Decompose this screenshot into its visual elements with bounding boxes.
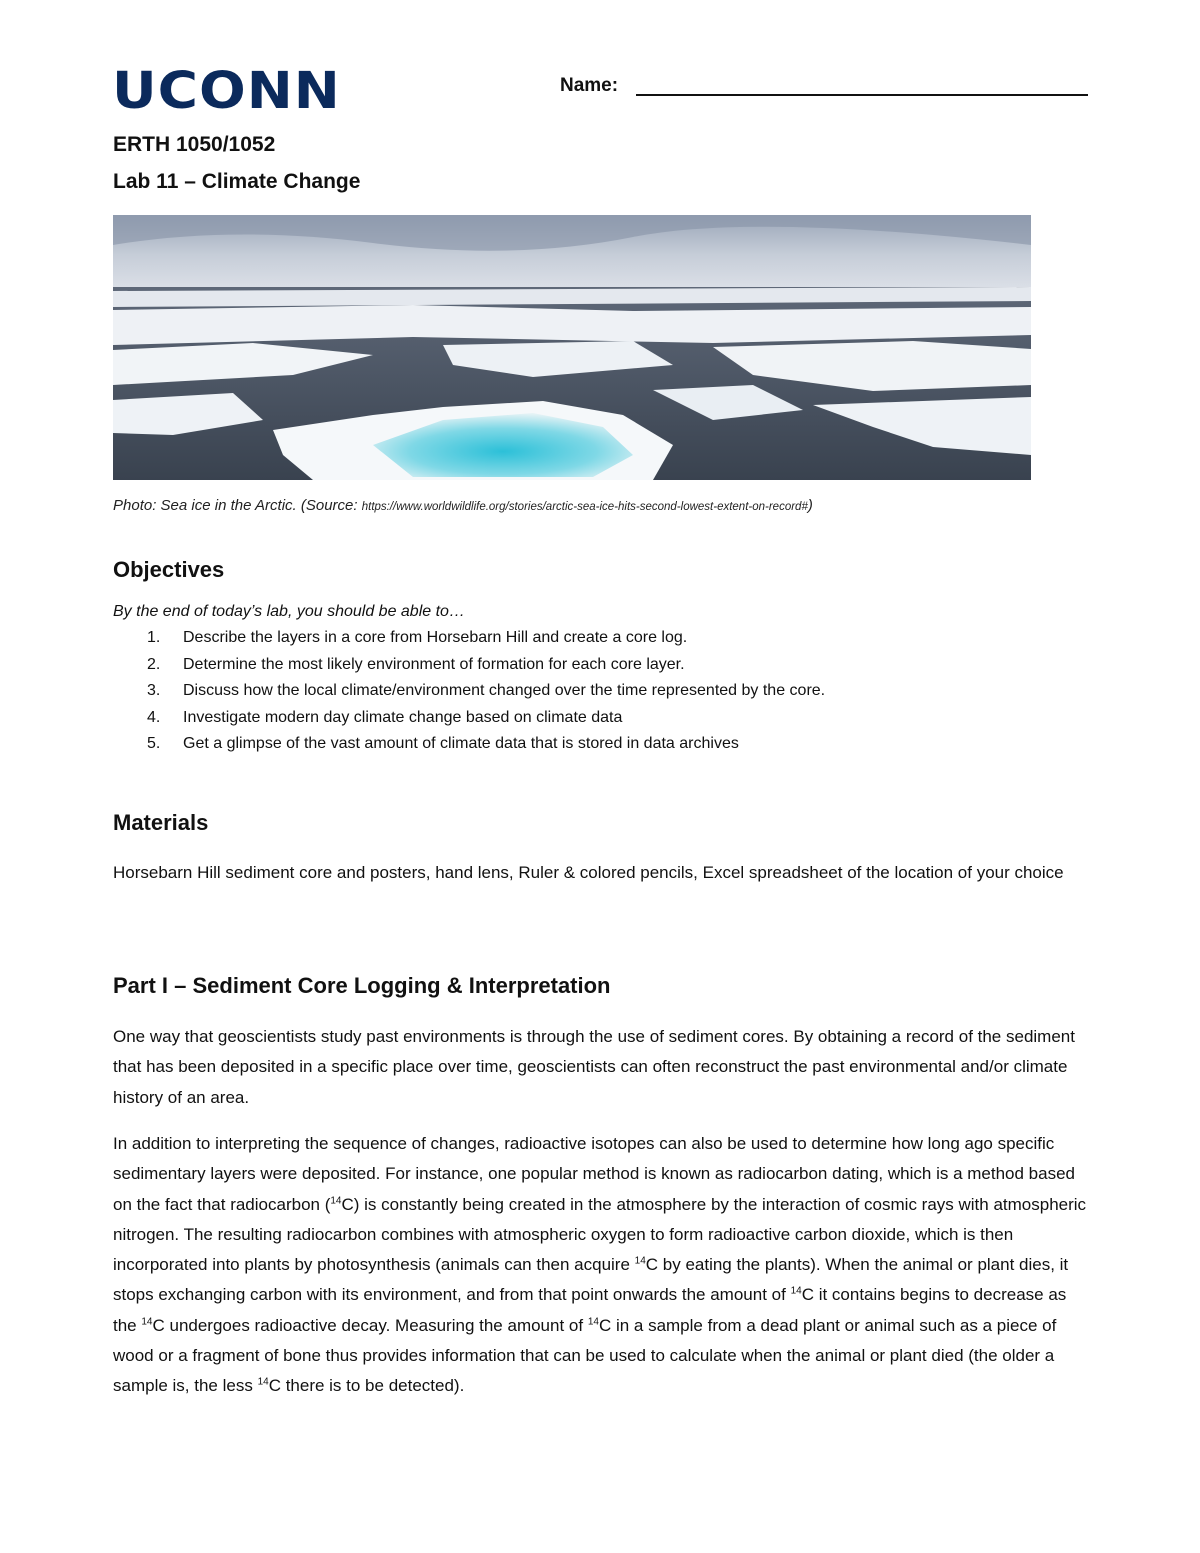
list-item-number: 4. <box>147 708 161 726</box>
photo-caption <box>113 497 813 514</box>
objectives-heading: Objectives <box>113 557 225 582</box>
uconn-logo: UCONN <box>112 60 341 120</box>
caption-source-link[interactable]: https://www.worldwildlife.org/stories/arctic-sea-ice-hits-second-lowest-extent-on-record# <box>361 501 808 513</box>
caption-prefix: Photo: Sea ice in the Arctic. (Source: <box>113 497 362 514</box>
materials-text: Horsebarn Hill sediment core and posters, hand lens, Ruler & colored pencils, Excel spreadsheet of the location of your choice <box>113 863 1064 882</box>
para-text: C undergoes radioactive decay. Measuring the amount of <box>152 1315 588 1335</box>
list-item <box>113 705 825 732</box>
isotope-superscript: 14 <box>587 1316 599 1328</box>
list-item-number: 1. <box>147 629 161 646</box>
part1-paragraph-1: One way that geoscientists study past environments is through the use of sediment cores. By obtaining a record of the sediment that has been deposited in a specific place over time, geoscientists can often reconstruct the past environmental and/or climate history of an area. <box>113 1027 1075 1107</box>
para-text: C by eating the plants). When the animal or plant dies, it stops exchanging carbon with its environment, and from that point onwards the amount of <box>113 1255 1069 1305</box>
isotope-superscript: 14 <box>330 1194 342 1206</box>
objectives-list <box>113 625 825 758</box>
para-text: In addition to interpreting the sequence of changes, radioactive isotopes can also be used to determine how long ago specific sedimentary layers were deposited. For instance, one popular method is known as radiocarbon dating, which is a method based on the fact that radiocarbon ( <box>113 1134 1075 1214</box>
list-item-text: Determine the most likely environment of formation for each core layer. <box>183 655 685 673</box>
name-label: Name: <box>560 75 619 96</box>
objectives-intro: By the end of today’s lab, you should be able to… <box>113 603 465 620</box>
part1-heading: Part I – Sediment Core Logging & Interpretation <box>113 973 611 998</box>
list-item <box>113 625 825 652</box>
isotope-superscript: 14 <box>790 1285 802 1297</box>
caption-suffix: ) <box>807 497 813 514</box>
course-code: ERTH 1050/1052 <box>113 133 276 156</box>
list-item-number: 3. <box>147 682 161 699</box>
list-item <box>113 678 825 705</box>
para-text: C) is constantly being created in the atmosphere by the interaction of cosmic rays with atmospheric nitrogen. The resulting radiocarbon combines with atmospheric oxygen to form radioactive carbon dioxide, which is then incorporated into plants by photosynthesis (animals can then acquire <box>113 1194 1087 1275</box>
isotope-superscript: 14 <box>141 1316 153 1328</box>
list-item <box>113 731 825 758</box>
name-field-line[interactable] <box>636 94 1088 96</box>
isotope-superscript: 14 <box>257 1376 269 1388</box>
list-item-text: Investigate modern day climate change based on climate data <box>183 708 623 726</box>
list-item-text: Discuss how the local climate/environment changed over the time represented by the core. <box>183 682 826 699</box>
materials-heading: Materials <box>113 810 209 835</box>
para-text: C in a sample from a dead plant or animal such as a piece of wood or a fragment of bone thus provides information that can be used to calculate when the animal or plant died (the older a sample is, the less <box>113 1315 1057 1396</box>
part1-paragraph-2 <box>113 1129 1093 1402</box>
list-item-text: Get a glimpse of the vast amount of climate data that is stored in data archives <box>183 735 739 752</box>
list-item-number: 2. <box>147 655 161 673</box>
list-item <box>113 652 825 679</box>
list-item-number: 5. <box>147 735 161 752</box>
list-item-text: Describe the layers in a core from Horsebarn Hill and create a core log. <box>183 629 688 646</box>
isotope-superscript: 14 <box>634 1255 646 1267</box>
para-text: C there is to be detected). <box>268 1376 465 1396</box>
lab-title: Lab 11 – Climate Change <box>113 170 361 193</box>
arctic-sea-ice-photo <box>113 215 1031 480</box>
para-text: C it contains begins to decrease as the <box>113 1285 1067 1335</box>
